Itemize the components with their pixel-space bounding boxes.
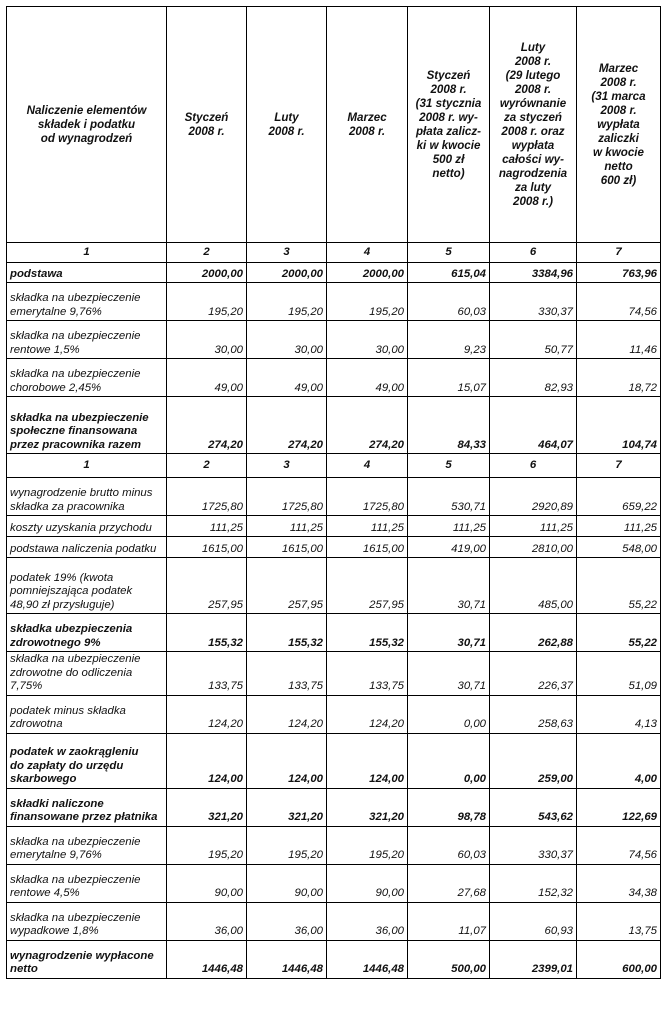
column-number: 7 [577,454,661,478]
cell-value: 9,23 [408,321,490,359]
header-col5: Styczeń 2008 r. (31 stycznia 2008 r. wy- płata zalicz- ki w kwocie 500 zł netto) [408,7,490,243]
cell-value: 124,00 [167,733,247,788]
cell-value: 74,56 [577,283,661,321]
cell-value: 1446,48 [327,940,408,978]
table-row [7,614,661,652]
cell-value: 257,95 [167,558,247,614]
cell-value: 155,32 [247,614,327,652]
table-row [7,397,661,454]
cell-value: 464,07 [490,397,577,454]
cell-value: 18,72 [577,359,661,397]
cell-value: 330,37 [490,283,577,321]
cell-value: 60,03 [408,283,490,321]
cell-value: 111,25 [408,516,490,537]
column-number: 4 [327,243,408,263]
column-number: 2 [167,243,247,263]
cell-value: 30,00 [327,321,408,359]
column-number: 6 [490,454,577,478]
table-row [7,652,661,696]
cell-value: 500,00 [408,940,490,978]
cell-value: 49,00 [327,359,408,397]
cell-value: 274,20 [327,397,408,454]
column-number: 1 [7,454,167,478]
column-number-row [7,454,661,478]
table-row [7,558,661,614]
table-row [7,733,661,788]
column-number: 5 [408,454,490,478]
cell-value: 104,74 [577,397,661,454]
column-number: 5 [408,243,490,263]
cell-value: 111,25 [327,516,408,537]
row-label: składka na ubezpieczenie chorobowe 2,45% [7,359,167,397]
cell-value: 2000,00 [247,263,327,283]
cell-value: 321,20 [247,788,327,826]
table-row [7,826,661,864]
cell-value: 50,77 [490,321,577,359]
row-label: składka na ubezpieczenie wypadkowe 1,8% [7,902,167,940]
header-row [7,7,661,243]
cell-value: 49,00 [247,359,327,397]
row-label: wynagrodzenie brutto minus składka za pracownika [7,478,167,516]
cell-value: 257,95 [327,558,408,614]
row-label: koszty uzyskania przychodu [7,516,167,537]
cell-value: 152,32 [490,864,577,902]
cell-value: 122,69 [577,788,661,826]
cell-value: 226,37 [490,652,577,696]
header-col7: Marzec 2008 r. (31 marca 2008 r. wypłata zaliczki w kwocie netto 600 zł) [577,7,661,243]
table-row [7,516,661,537]
cell-value: 1446,48 [167,940,247,978]
table-row [7,864,661,902]
cell-value: 321,20 [327,788,408,826]
cell-value: 195,20 [327,826,408,864]
cell-value: 155,32 [327,614,408,652]
cell-value: 2920,89 [490,478,577,516]
row-label: składka ubezpieczenia zdrowotnego 9% [7,614,167,652]
cell-value: 2399,01 [490,940,577,978]
cell-value: 30,71 [408,614,490,652]
column-number: 7 [577,243,661,263]
row-label: składka na ubezpieczenie rentowe 4,5% [7,864,167,902]
column-number: 2 [167,454,247,478]
row-label: składka na ubezpieczenie emerytalne 9,76% [7,283,167,321]
row-label: składka na ubezpieczenie emerytalne 9,76% [7,826,167,864]
cell-value: 1725,80 [247,478,327,516]
cell-value: 111,25 [247,516,327,537]
cell-value: 11,07 [408,902,490,940]
cell-value: 258,63 [490,695,577,733]
cell-value: 1446,48 [247,940,327,978]
cell-value: 27,68 [408,864,490,902]
cell-value: 133,75 [247,652,327,696]
cell-value: 124,00 [247,733,327,788]
cell-value: 321,20 [167,788,247,826]
cell-value: 155,32 [167,614,247,652]
column-number: 3 [247,454,327,478]
header-col1: Naliczenie elementów składek i podatku od wynagrodzeń [7,7,167,243]
cell-value: 55,22 [577,558,661,614]
column-number-row [7,243,661,263]
row-label: podstawa naliczenia podatku [7,537,167,558]
cell-value: 274,20 [167,397,247,454]
cell-value: 259,00 [490,733,577,788]
cell-value: 548,00 [577,537,661,558]
column-number: 4 [327,454,408,478]
cell-value: 98,78 [408,788,490,826]
cell-value: 124,20 [247,695,327,733]
cell-value: 124,20 [327,695,408,733]
row-label: podatek 19% (kwota pomniejszająca podatek 48,90 zł przysługuje) [7,558,167,614]
cell-value: 36,00 [327,902,408,940]
cell-value: 55,22 [577,614,661,652]
cell-value: 4,00 [577,733,661,788]
cell-value: 82,93 [490,359,577,397]
cell-value: 124,00 [327,733,408,788]
table-row [7,940,661,978]
table-row [7,788,661,826]
contributions-table [6,6,661,454]
cell-value: 195,20 [247,826,327,864]
table-row [7,537,661,558]
cell-value: 11,46 [577,321,661,359]
cell-value: 615,04 [408,263,490,283]
cell-value: 0,00 [408,695,490,733]
cell-value: 659,22 [577,478,661,516]
cell-value: 13,75 [577,902,661,940]
cell-value: 1725,80 [327,478,408,516]
cell-value: 257,95 [247,558,327,614]
column-number: 3 [247,243,327,263]
cell-value: 36,00 [247,902,327,940]
cell-value: 4,13 [577,695,661,733]
row-label: składka na ubezpieczenie rentowe 1,5% [7,321,167,359]
cell-value: 3384,96 [490,263,577,283]
row-label: składki naliczone finansowane przez płatnika [7,788,167,826]
header-col6: Luty 2008 r. (29 lutego 2008 r. wyrównanie za styczeń 2008 r. oraz wypłata całości wy- nagrodzenia za luty 2008 r.) [490,7,577,243]
cell-value: 111,25 [577,516,661,537]
cell-value: 51,09 [577,652,661,696]
header-col4: Marzec 2008 r. [327,7,408,243]
cell-value: 195,20 [247,283,327,321]
cell-value: 124,20 [167,695,247,733]
column-number: 1 [7,243,167,263]
cell-value: 30,00 [167,321,247,359]
row-label: wynagrodzenie wypłacone netto [7,940,167,978]
cell-value: 419,00 [408,537,490,558]
cell-value: 36,00 [167,902,247,940]
cell-value: 1615,00 [167,537,247,558]
cell-value: 49,00 [167,359,247,397]
cell-value: 30,00 [247,321,327,359]
cell-value: 133,75 [167,652,247,696]
cell-value: 1615,00 [247,537,327,558]
cell-value: 274,20 [247,397,327,454]
cell-value: 60,03 [408,826,490,864]
cell-value: 133,75 [327,652,408,696]
cell-value: 0,00 [408,733,490,788]
cell-value: 90,00 [167,864,247,902]
cell-value: 543,62 [490,788,577,826]
table-row [7,283,661,321]
cell-value: 195,20 [167,826,247,864]
cell-value: 195,20 [167,283,247,321]
table-row [7,359,661,397]
table-row [7,902,661,940]
tax-table [6,453,661,979]
header-col3: Luty 2008 r. [247,7,327,243]
header-col2: Styczeń 2008 r. [167,7,247,243]
column-number: 6 [490,243,577,263]
cell-value: 330,37 [490,826,577,864]
cell-value: 30,71 [408,558,490,614]
cell-value: 84,33 [408,397,490,454]
cell-value: 1725,80 [167,478,247,516]
cell-value: 763,96 [577,263,661,283]
table-row [7,263,661,283]
cell-value: 2810,00 [490,537,577,558]
cell-value: 15,07 [408,359,490,397]
row-label: składka na ubezpieczenie zdrowotne do odliczenia 7,75% [7,652,167,696]
cell-value: 530,71 [408,478,490,516]
cell-value: 74,56 [577,826,661,864]
cell-value: 111,25 [490,516,577,537]
cell-value: 485,00 [490,558,577,614]
row-label: podatek w zaokrągleniu do zapłaty do urzędu skarbowego [7,733,167,788]
row-label: składka na ubezpieczenie społeczne finansowana przez pracownika razem [7,397,167,454]
table-row [7,695,661,733]
row-label: podstawa [7,263,167,283]
cell-value: 90,00 [327,864,408,902]
cell-value: 600,00 [577,940,661,978]
cell-value: 90,00 [247,864,327,902]
cell-value: 34,38 [577,864,661,902]
cell-value: 30,71 [408,652,490,696]
cell-value: 111,25 [167,516,247,537]
table-row [7,321,661,359]
cell-value: 60,93 [490,902,577,940]
cell-value: 1615,00 [327,537,408,558]
cell-value: 195,20 [327,283,408,321]
table-row [7,478,661,516]
cell-value: 2000,00 [167,263,247,283]
cell-value: 262,88 [490,614,577,652]
row-label: podatek minus składka zdrowotna [7,695,167,733]
cell-value: 2000,00 [327,263,408,283]
